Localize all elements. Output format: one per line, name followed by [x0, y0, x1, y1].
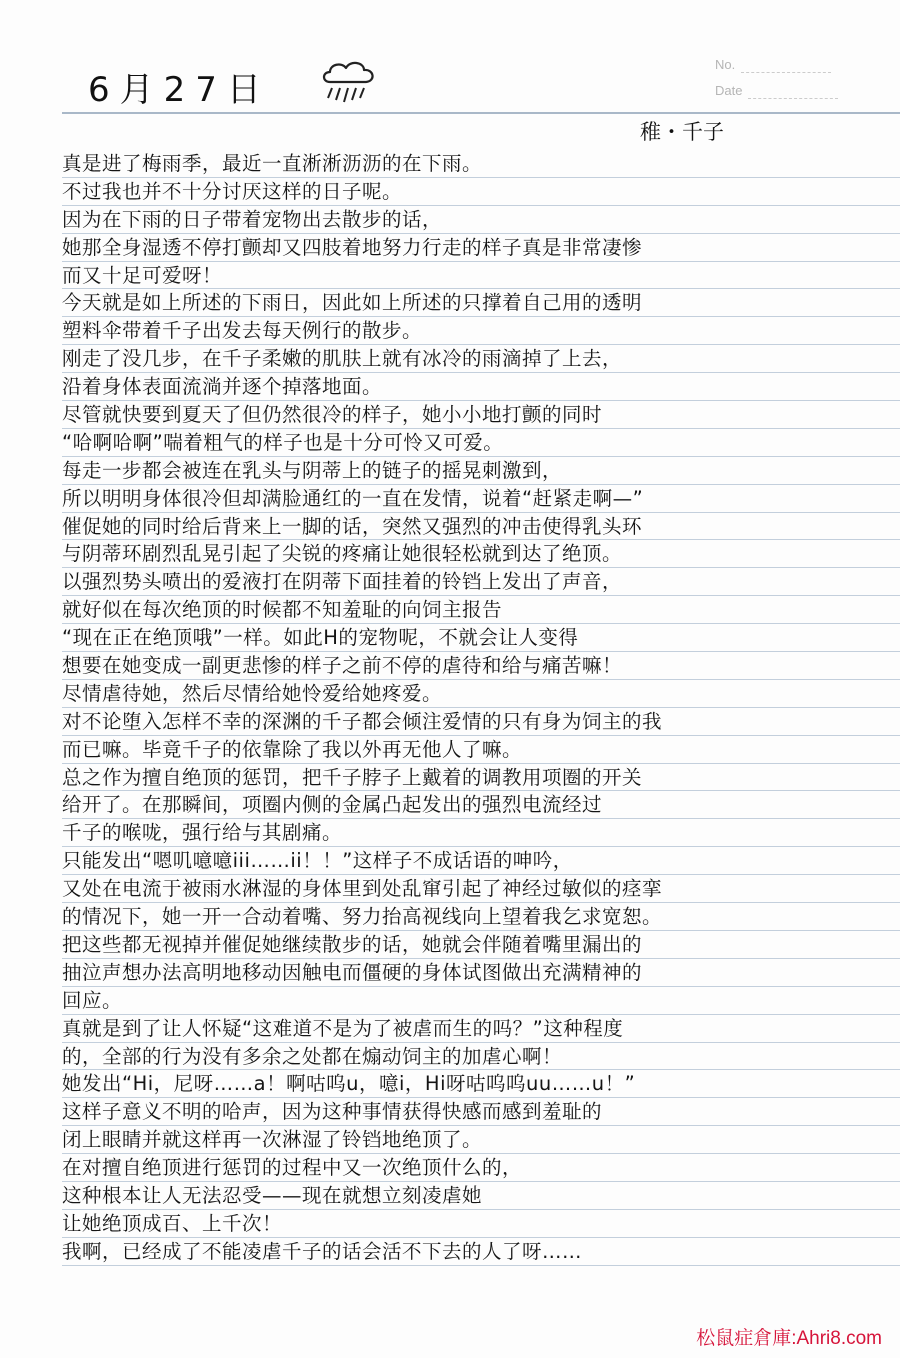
text-line: 千子的喉咙，强行给与其剧痛。 — [62, 819, 900, 847]
no-field-line — [741, 58, 831, 73]
text-line: 而已嘛。毕竟千子的依靠除了我以外再无他人了嘛。 — [62, 736, 900, 764]
text-line: 以强烈势头喷出的爱液打在阴蒂下面挂着的铃铛上发出了声音， — [62, 568, 900, 596]
watermark: 松鼠症倉庫:Ahri8.com — [696, 1328, 882, 1349]
text-line: 她发出“Hi，尼呀……a！啊咕呜u，噫i，Hi呀咕呜呜uu……u！” — [62, 1070, 900, 1098]
text-line: 真是进了梅雨季，最近一直淅淅沥沥的在下雨。 — [62, 150, 900, 178]
text-line: 想要在她变成一副更悲惨的样子之前不停的虐待和给与痛苦嘛！ — [62, 652, 900, 680]
text-line: 真就是到了让人怀疑“这难道不是为了被虐而生的吗？”这种程度 — [62, 1015, 900, 1043]
text-line: “哈啊哈啊”喘着粗气的样子也是十分可怜又可爱。 — [62, 429, 900, 457]
header-rule — [62, 112, 900, 114]
text-line: 总之作为擅自绝顶的惩罚，把千子脖子上戴着的调教用项圈的开关 — [62, 764, 900, 792]
text-line: 给开了。在那瞬间，项圈内侧的金属凸起发出的强烈电流经过 — [62, 791, 900, 819]
text-line: 这样子意义不明的哈声，因为这种事情获得快感而感到羞耻的 — [62, 1098, 900, 1126]
text-line: 闭上眼睛并就这样再一次淋湿了铃铛地绝顶了。 — [62, 1126, 900, 1154]
text-line: 把这些都无视掉并催促她继续散步的话，她就会伴随着嘴里漏出的 — [62, 931, 900, 959]
no-label: No. — [715, 57, 736, 72]
diary-text — [62, 150, 900, 1266]
text-line: 的，全部的行为没有多余之处都在煽动饲主的加虐心啊！ — [62, 1043, 900, 1071]
text-line: 就好似在每次绝顶的时候都不知羞耻的向饲主报告 — [62, 596, 900, 624]
text-line: 塑料伞带着千子出发去每天例行的散步。 — [62, 317, 900, 345]
text-line: 不过我也并不十分讨厌这样的日子呢。 — [62, 178, 900, 206]
text-line: 尽情虐待她，然后尽情给她怜爱给她疼爱。 — [62, 680, 900, 708]
text-line: 与阴蒂环剧烈乱晃引起了尖锐的疼痛让她很轻松就到达了绝顶。 — [62, 540, 900, 568]
text-line: 对不论堕入怎样不幸的深渊的千子都会倾注爱情的只有身为饲主的我 — [62, 708, 900, 736]
date-label: Date — [715, 83, 743, 98]
text-line: 她那全身湿透不停打颤却又四肢着地努力行走的样子真是非常凄惨 — [62, 234, 900, 262]
text-line: 又处在电流于被雨水淋湿的身体里到处乱窜引起了神经过敏似的痉挛 — [62, 875, 900, 903]
text-line: 这种根本让人无法忍受——现在就想立刻凌虐她 — [62, 1182, 900, 1210]
text-line: 的情况下，她一开一合动着嘴、努力抬高视线向上望着我乞求宽恕。 — [62, 903, 900, 931]
text-line: 让她绝顶成百、上千次！ — [62, 1210, 900, 1238]
text-line: 只能发出“嗯叽噫噫iii……ii！！”这样子不成话语的呻吟， — [62, 847, 900, 875]
text-line: 因为在下雨的日子带着宠物出去散步的话， — [62, 206, 900, 234]
text-line: 今天就是如上所述的下雨日，因此如上所述的只撑着自己用的透明 — [62, 289, 900, 317]
rain-cloud-icon — [318, 56, 380, 108]
date-field-line — [748, 84, 838, 99]
text-line: 而又十足可爱呀！ — [62, 262, 900, 290]
text-line: “现在正在绝顶哦”一样。如此H的宠物呢，不就会让人变得 — [62, 624, 900, 652]
author-name: 稚・千子 — [640, 120, 724, 144]
text-line: 刚走了没几步，在千子柔嫩的肌肤上就有冰冷的雨滴掉了上去， — [62, 345, 900, 373]
text-line: 催促她的同时给后背来上一脚的话，突然又强烈的冲击使得乳头环 — [62, 513, 900, 541]
text-line: 抽泣声想办法高明地移动因触电而僵硬的身体试图做出充满精神的 — [62, 959, 900, 987]
text-line: 沿着身体表面流淌并逐个掉落地面。 — [62, 373, 900, 401]
text-line: 我啊，已经成了不能凌虐千子的话会活不下去的人了呀…… — [62, 1238, 900, 1266]
text-line: 在对擅自绝顶进行惩罚的过程中又一次绝顶什么的， — [62, 1154, 900, 1182]
text-line: 回应。 — [62, 987, 900, 1015]
text-line: 每走一步都会被连在乳头与阴蒂上的链子的摇晃刺激到， — [62, 457, 900, 485]
no-date-box — [715, 52, 838, 104]
entry-date: 6月27日 — [88, 70, 271, 110]
text-line: 所以明明身体很冷但却满脸通红的一直在发情，说着“赶紧走啊—” — [62, 485, 900, 513]
text-line: 尽管就快要到夏天了但仍然很冷的样子，她小小地打颤的同时 — [62, 401, 900, 429]
